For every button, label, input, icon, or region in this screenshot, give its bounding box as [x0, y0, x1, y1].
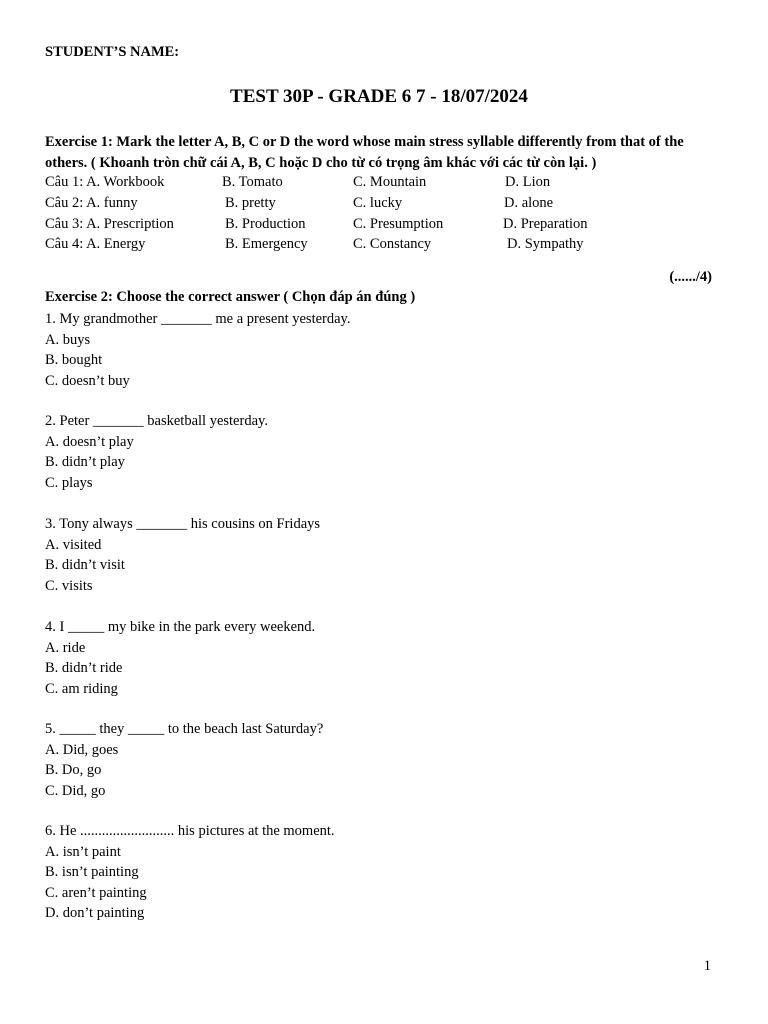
- question-1-option-d: D. Lion: [505, 174, 551, 190]
- question-stem: 5. _____ they _____ to the beach last Saturday?: [45, 721, 324, 737]
- answer-option: A. isn’t paint: [45, 843, 121, 860]
- answer-option: C. Did, go: [45, 782, 106, 799]
- question-stem: 1. My grandmother _______ me a present yesterday.: [45, 311, 351, 327]
- question-4-option-b: B. Emergency: [225, 236, 308, 252]
- page-title: TEST 30P - GRADE 6 7 - 18/07/2024: [230, 86, 528, 107]
- answer-option: B. didn’t visit: [45, 557, 125, 573]
- answer-option: B. didn’t ride: [45, 660, 123, 676]
- exercise2-question-3: [45, 514, 320, 596]
- answer-option: B. Do, go: [45, 762, 102, 778]
- answer-option: C. plays: [45, 474, 93, 491]
- question-2-option-a: Câu 2: A. funny: [45, 195, 138, 211]
- student-name-label: STUDENT’S NAME:: [45, 44, 180, 60]
- question-2-option-c: C. lucky: [353, 195, 403, 211]
- exercise2-question-4: [45, 617, 315, 699]
- answer-option: A. Did, goes: [45, 741, 119, 758]
- question-3-option-a: Câu 3: A. Prescription: [45, 216, 174, 232]
- exercise2-heading: Exercise 2: Choose the correct answer ( Chọn đáp án đúng ): [45, 289, 416, 305]
- question-4-option-c: C. Constancy: [353, 236, 432, 252]
- answer-option: C. aren’t painting: [45, 884, 147, 901]
- question-stem: 6. He .......................... his pictures at the moment.: [45, 823, 335, 839]
- exercise1-score: (....../4): [669, 269, 712, 285]
- question-stem: 4. I _____ my bike in the park every weekend.: [45, 619, 316, 635]
- answer-option: B. didn’t play: [45, 454, 125, 470]
- answer-option: C. doesn’t buy: [45, 372, 130, 389]
- answer-option: C. am riding: [45, 680, 118, 697]
- question-3-option-d: D. Preparation: [503, 216, 588, 232]
- page-number: 1: [703, 958, 711, 974]
- question-stem: 2. Peter _______ basketball yesterday.: [45, 413, 268, 429]
- question-2-option-b: B. pretty: [225, 195, 276, 211]
- question-3-option-c: C. Presumption: [353, 216, 444, 232]
- answer-option: A. buys: [45, 331, 91, 348]
- answer-option: A. ride: [45, 639, 86, 656]
- answer-option: A. doesn’t play: [45, 433, 134, 450]
- exercise1-heading: Exercise 1: Mark the letter A, B, C or D the word whose main stress syllable differently from that of the others. ( Khoanh tròn chữ cái A, B, C hoặc D cho từ có trọng âm khác với các từ còn lại. ): [45, 134, 684, 171]
- question-1-option-a: Câu 1: A. Workbook: [45, 174, 165, 190]
- question-2-option-d: D. alone: [504, 195, 554, 211]
- question-stem: 3. Tony always _______ his cousins on Fridays: [45, 516, 321, 532]
- answer-option: B. isn’t painting: [45, 864, 139, 880]
- question-1-option-c: C. Mountain: [353, 174, 427, 190]
- exercise2-question-6: [45, 821, 335, 924]
- answer-option: A. visited: [45, 536, 102, 553]
- exercise2-question-2: [45, 411, 268, 493]
- exercise2-question-1: [45, 309, 351, 391]
- question-4-option-d: D. Sympathy: [507, 236, 584, 252]
- question-4-option-a: Câu 4: A. Energy: [45, 236, 146, 252]
- exercise2-question-5: [45, 719, 323, 801]
- answer-option: C. visits: [45, 577, 93, 594]
- answer-option: B. bought: [45, 352, 103, 368]
- question-3-option-b: B. Production: [225, 216, 306, 232]
- question-1-option-b: B. Tomato: [222, 174, 283, 190]
- answer-option: D. don’t painting: [45, 905, 145, 921]
